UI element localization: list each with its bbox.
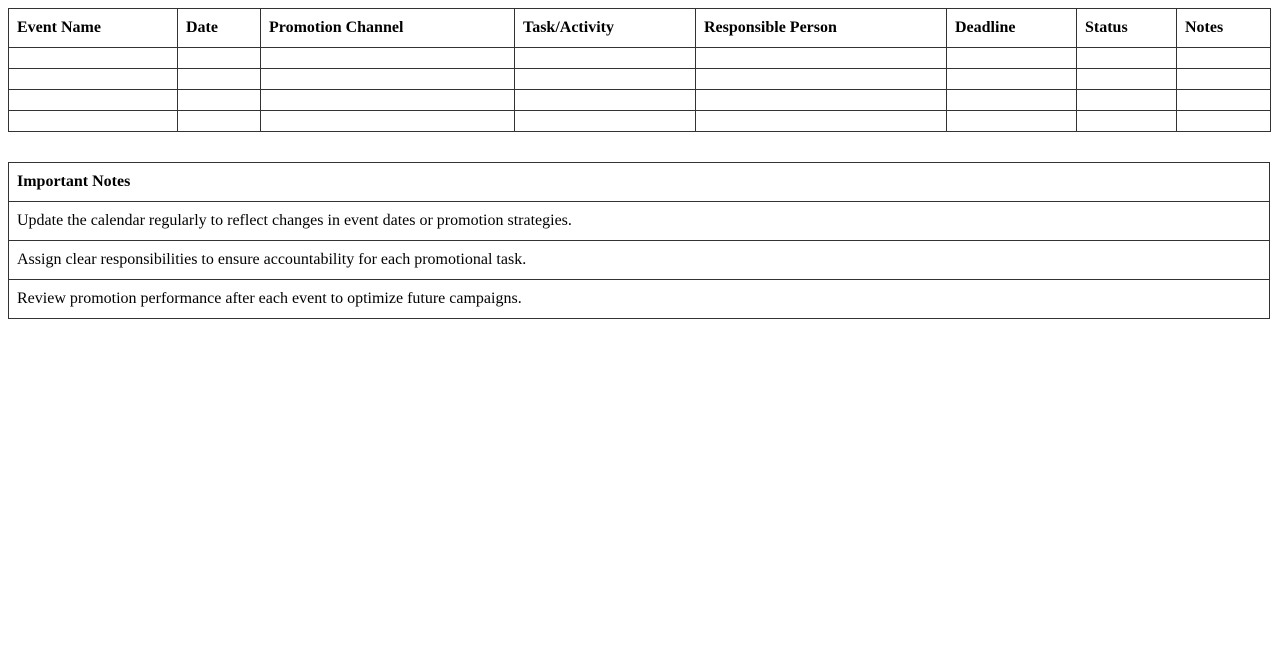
table-cell[interactable] [947,111,1077,132]
table-cell[interactable] [261,111,515,132]
notes-row [9,241,1270,280]
column-header-promotion-channel: Promotion Channel [261,9,515,48]
table-cell[interactable] [1077,90,1177,111]
table-cell[interactable] [261,69,515,90]
important-notes-table [8,162,1270,319]
table-cell[interactable] [1077,48,1177,69]
table-cell[interactable] [1177,90,1271,111]
table-cell[interactable] [696,48,947,69]
note-item: Assign clear responsibilities to ensure accountability for each promotional task. [9,241,1270,280]
table-cell[interactable] [1177,69,1271,90]
notes-header-row [9,163,1270,202]
table-cell[interactable] [947,69,1077,90]
table-cell[interactable] [178,111,261,132]
column-header-event-name: Event Name [9,9,178,48]
column-header-notes: Notes [1177,9,1271,48]
notes-row [9,280,1270,319]
note-item: Update the calendar regularly to reflect changes in event dates or promotion strategies. [9,202,1270,241]
table-cell[interactable] [696,90,947,111]
table-header-row [9,9,1271,48]
table-cell[interactable] [515,69,696,90]
table-cell[interactable] [178,90,261,111]
table-cell[interactable] [1177,111,1271,132]
table-cell[interactable] [9,48,178,69]
table-cell[interactable] [1077,69,1177,90]
column-header-deadline: Deadline [947,9,1077,48]
table-cell[interactable] [1177,48,1271,69]
table-cell[interactable] [696,111,947,132]
table-cell[interactable] [9,111,178,132]
column-header-date: Date [178,9,261,48]
table-row [9,69,1271,90]
table-row [9,90,1271,111]
column-header-responsible-person: Responsible Person [696,9,947,48]
table-cell[interactable] [515,111,696,132]
table-cell[interactable] [178,48,261,69]
column-header-task-activity: Task/Activity [515,9,696,48]
table-cell[interactable] [178,69,261,90]
note-item: Review promotion performance after each event to optimize future campaigns. [9,280,1270,319]
table-cell[interactable] [515,90,696,111]
column-header-status: Status [1077,9,1177,48]
table-cell[interactable] [515,48,696,69]
table-cell[interactable] [261,48,515,69]
table-cell[interactable] [947,90,1077,111]
table-row [9,48,1271,69]
table-row [9,111,1271,132]
table-cell[interactable] [947,48,1077,69]
notes-row [9,202,1270,241]
table-cell[interactable] [696,69,947,90]
table-cell[interactable] [1077,111,1177,132]
table-cell[interactable] [9,69,178,90]
table-cell[interactable] [261,90,515,111]
table-cell[interactable] [9,90,178,111]
promotion-calendar-table [8,8,1271,132]
important-notes-title: Important Notes [9,163,1270,202]
